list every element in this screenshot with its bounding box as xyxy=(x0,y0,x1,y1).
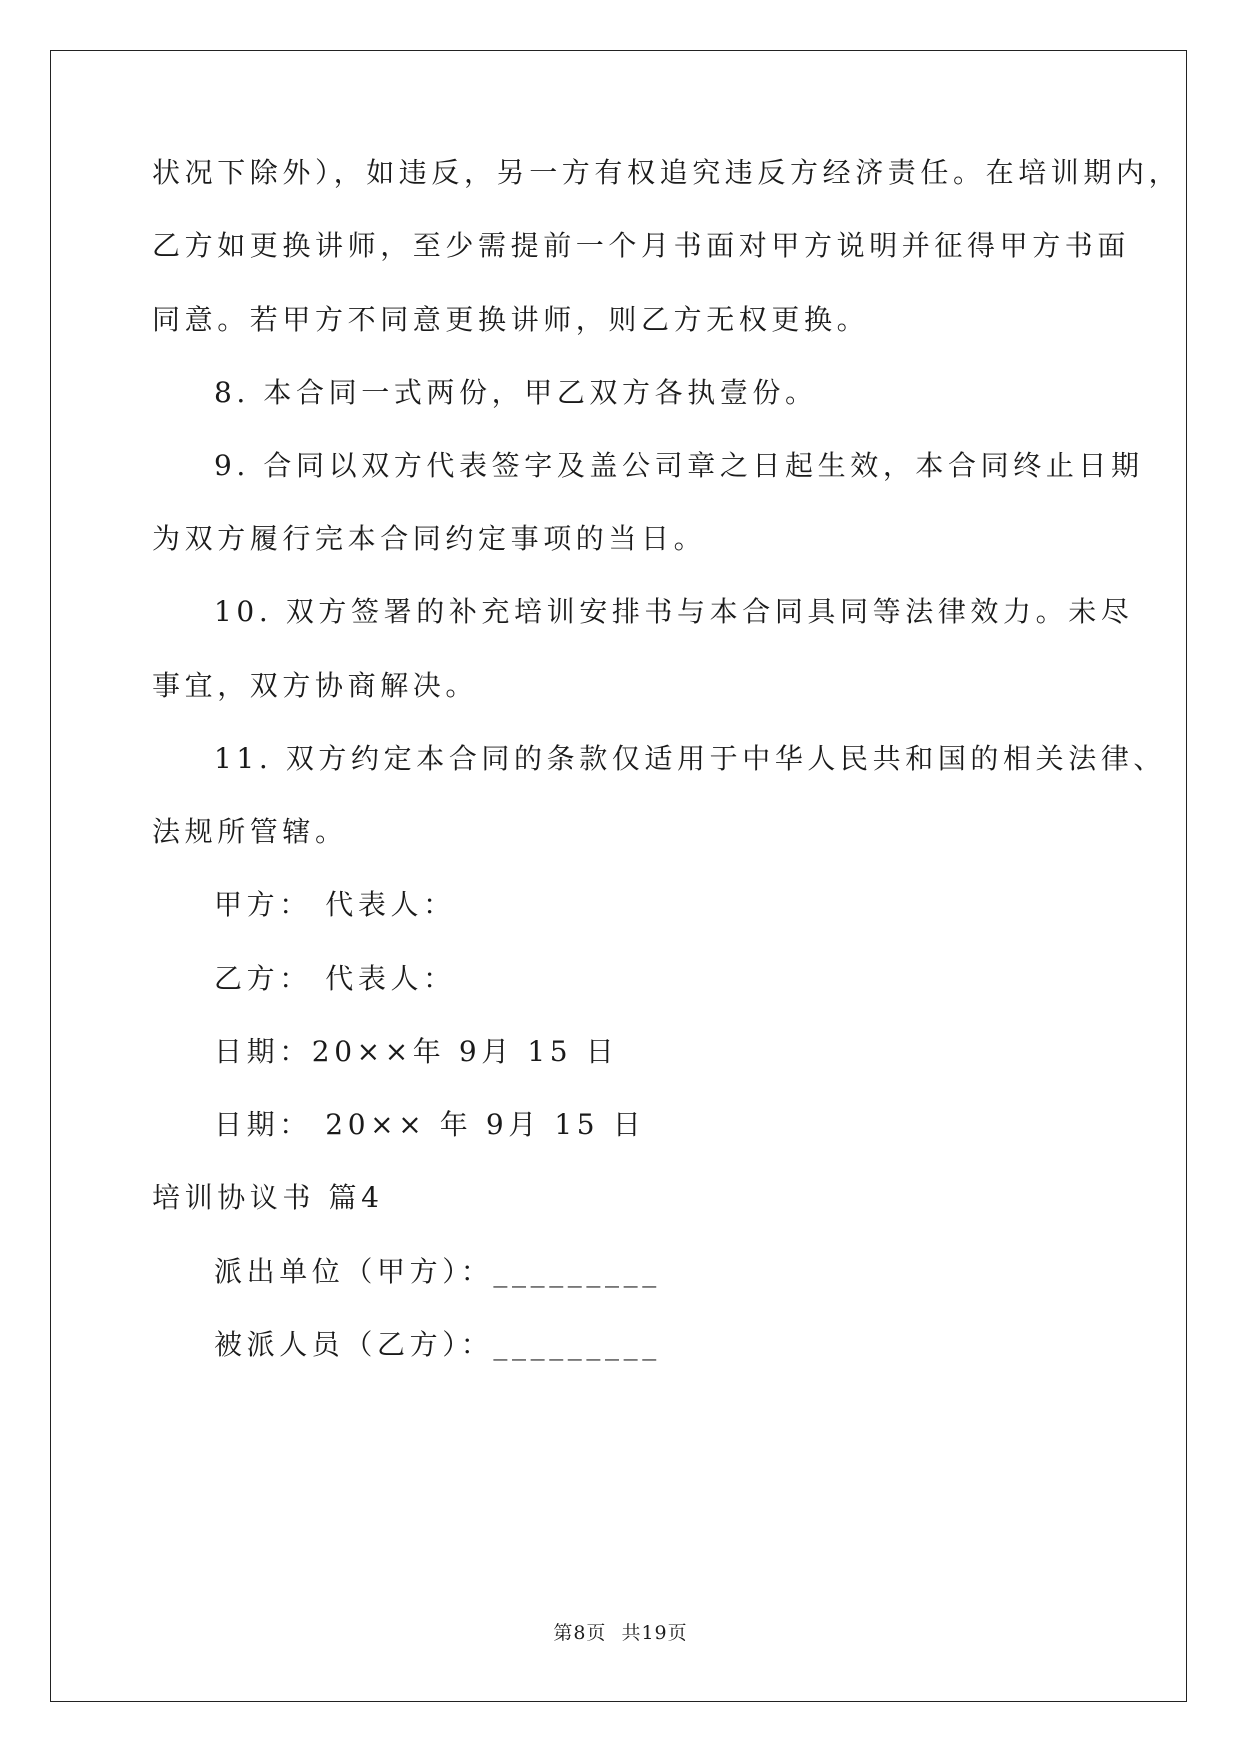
dispatching-unit-field: 派出单位（甲方）：_________ xyxy=(214,1255,661,1288)
clause-9: 9. 合同以双方代表签字及盖公司章之日起生效，本合同终止日期 xyxy=(214,449,1144,482)
page-total: 共19页 xyxy=(621,1622,688,1644)
date-line: 日期： 20×× 年 9月 15 日 xyxy=(214,1108,646,1141)
paragraph-line: 为双方履行完本合同约定事项的当日。 xyxy=(152,522,707,555)
paragraph-line: 同意。若甲方不同意更换讲师，则乙方无权更换。 xyxy=(152,303,870,336)
paragraph-line: 状况下除外），如违反，另一方有权追究违反方经济责任。在培训期内， xyxy=(152,156,1182,189)
page-border xyxy=(50,50,1187,1702)
paragraph-line: 乙方如更换讲师，至少需提前一个月书面对甲方说明并征得甲方书面 xyxy=(152,229,1131,262)
clause-8: 8. 本合同一式两份，甲乙双方各执壹份。 xyxy=(214,376,818,409)
dispatched-person-field: 被派人员（乙方）：_________ xyxy=(214,1328,661,1361)
clause-10: 10. 双方签署的补充培训安排书与本合同具同等法律效力。未尽 xyxy=(214,595,1134,628)
party-a-signature: 甲方： 代表人： xyxy=(214,888,456,921)
party-b-signature: 乙方： 代表人： xyxy=(214,962,456,995)
page-footer xyxy=(0,1620,1241,1646)
page-number: 第8页 xyxy=(553,1622,607,1644)
clause-11: 11. 双方约定本合同的条款仅适用于中华人民共和国的相关法律、 xyxy=(214,742,1167,775)
section-title: 培训协议书 篇4 xyxy=(152,1181,384,1214)
paragraph-line: 事宜，双方协商解决。 xyxy=(152,669,479,702)
paragraph-line: 法规所管辖。 xyxy=(152,815,348,848)
date-line: 日期：20××年 9月 15 日 xyxy=(214,1035,619,1068)
